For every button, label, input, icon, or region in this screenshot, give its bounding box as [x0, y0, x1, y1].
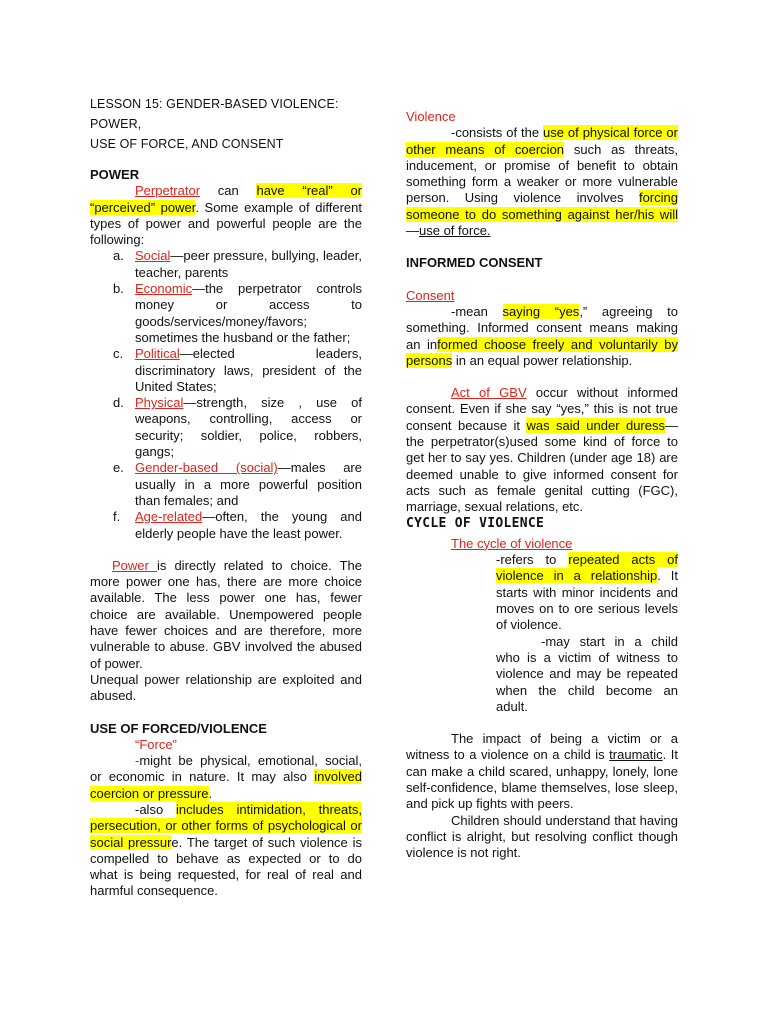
power-types-list [90, 248, 362, 541]
conflict-paragraph: Children should understand that having conflict is alright, but resolving conflict though violence is not right. [406, 812, 678, 861]
force-heading: USE OF FORCED/VIOLENCE [90, 720, 267, 736]
cycle-paragraph-2: -may start in a child who is a victim of witness to violence and may be repeated when the child become an adult. [496, 633, 678, 714]
force-term: “Force” [135, 736, 177, 752]
right-column [406, 94, 678, 861]
cycle-term: The cycle of violence [451, 535, 573, 551]
cycle-indented-block [406, 552, 678, 715]
list-item: a. Social—peer pressure, bullying, leader, teacher, parents [113, 248, 362, 280]
list-item: f. Age-related—often, the young and elderly people have the least power. [113, 509, 362, 541]
violence-paragraph: -consists of the use of physical force or other means of coercion such as threats, inducement, or promise of benefit to obtain something form a weaker or more vulnerable person. Using violence involves forcing someone to do something against her/his will—use of force. [406, 125, 678, 239]
cycle-heading: CYCLE OF VIOLENCE [406, 515, 545, 531]
list-item: c. Political—elected leaders, discriminatory laws, president of the United States; [113, 346, 362, 394]
power-intro: Perpetrator can have “real” or “perceived” power. Some example of different types of power and powerful people are the following: [90, 183, 363, 248]
force-paragraph-1: -might be physical, emotional, social, or economic in nature. It may also involved coercion or pressure. [90, 753, 362, 801]
consent-term: Consent [406, 287, 455, 303]
list-item: d. Physical—strength, size , use of weapons, controlling, access or security; soldier, police, robbers, gangs; [113, 395, 362, 460]
power-heading: POWER [90, 167, 140, 182]
unequal-power-paragraph: Unequal power relationship are exploited and abused. [90, 671, 362, 704]
gbv-consent-paragraph: Act of GBV occur without informed consent. Even if she say “yes,” this is not true consent because it was said under duress—the perpetrator(s)used some kind of force to get her to say yes. Children (under age 18) are deemed unable to give informed consent for acts such as female genital cutting (FGC), marriage, sexual relations, etc. [406, 385, 678, 515]
list-item: e. Gender-based (social)—males are usually in a more powerful position than females; and [113, 460, 362, 508]
force-paragraph-2: -also includes intimidation, threats, persecution, or other forms of psychological or social pressure. The target of such violence is compelled to behave as expected or to do what is being requested, for real of real and harmful consequence. [90, 801, 363, 899]
cycle-paragraph-1: -refers to repeated acts of violence in a relationship. It starts with minor incidents and moves on to ore serious levels of violence. [496, 552, 679, 633]
consent-paragraph: -mean saying “yes,” agreeing to something. Informed consent means making an informed choose freely and voluntarily by persons in an equal power relationship. [406, 303, 679, 368]
lesson-title: LESSON 15: GENDER-BASED VIOLENCE: POWER, USE OF FORCE, AND CONSENT [90, 97, 339, 151]
power-choice-paragraph: Power is directly related to choice. The more power one has, there are more choice available. The less power one has, fewer choice are available. Unempowered people have fewer choices and are therefore, more vulnerable to abuse. GBV involved the abused of power. [90, 557, 362, 671]
impact-paragraph: The impact of being a victim or a witness to a violence on a child is traumatic. It can make a child scared, unhappy, lonely, lone self-confidence, blame themselves, lose sleep, and pick up fights with peers. [406, 731, 679, 812]
violence-term: Violence [406, 109, 456, 124]
left-column [90, 94, 362, 900]
list-item: b. Economic—the perpetrator controls money or access to goods/services/money/favors; sometimes the husband or the father; [113, 281, 362, 345]
consent-heading: INFORMED CONSENT [406, 255, 543, 271]
